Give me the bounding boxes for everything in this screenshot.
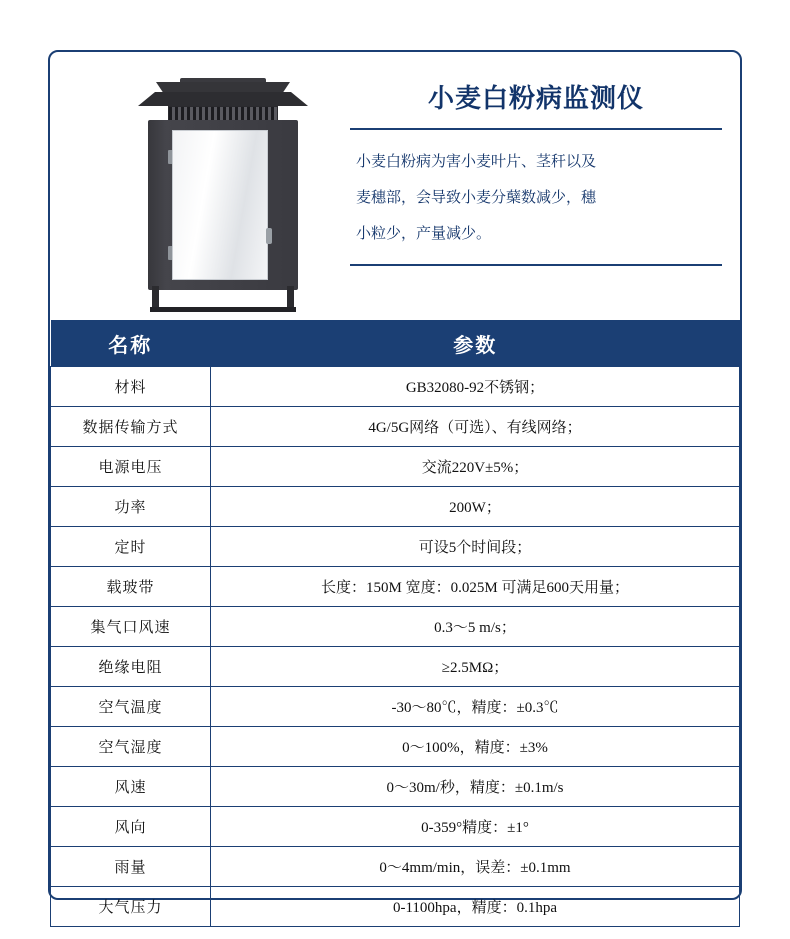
title-divider-top bbox=[350, 128, 722, 130]
spec-name: 空气湿度 bbox=[51, 727, 211, 767]
spec-name: 数据传输方式 bbox=[51, 407, 211, 447]
spec-name: 集气口风速 bbox=[51, 607, 211, 647]
spec-value: GB32080-92不锈钢； bbox=[211, 367, 740, 407]
table-row bbox=[51, 687, 740, 727]
spec-name: 定时 bbox=[51, 527, 211, 567]
spec-value: 0～4mm/min，误差：±0.1mm bbox=[211, 847, 740, 887]
table-row bbox=[51, 767, 740, 807]
hero-description-line-3: 小粒少，产量减少。 bbox=[356, 226, 492, 242]
spec-value: 200W； bbox=[211, 487, 740, 527]
spec-value: 0.3～5 m/s； bbox=[211, 607, 740, 647]
table-row bbox=[51, 727, 740, 767]
title-divider-bottom bbox=[350, 264, 722, 266]
spec-name: 大气压力 bbox=[51, 887, 211, 927]
device-handle bbox=[266, 228, 272, 244]
spec-value: ≥2.5MΩ； bbox=[211, 647, 740, 687]
spec-name: 雨量 bbox=[51, 847, 211, 887]
spec-value: 可设5个时间段； bbox=[211, 527, 740, 567]
spec-name: 风向 bbox=[51, 807, 211, 847]
spec-value: 长度：150M 宽度：0.025M 可满足600天用量； bbox=[211, 567, 740, 607]
spec-name: 电源电压 bbox=[51, 447, 211, 487]
hero-section bbox=[50, 52, 740, 320]
table-row bbox=[51, 487, 740, 527]
table-row bbox=[51, 887, 740, 927]
spec-name: 绝缘电阻 bbox=[51, 647, 211, 687]
spec-value: 0～100%，精度：±3% bbox=[211, 727, 740, 767]
content-frame bbox=[48, 50, 742, 916]
table-row bbox=[51, 607, 740, 647]
spec-value: 4G/5G网络（可选）、有线网络； bbox=[211, 407, 740, 447]
spec-value: 0-359°精度：±1° bbox=[211, 807, 740, 847]
column-header-value: 参数 bbox=[211, 321, 740, 367]
table-row bbox=[51, 447, 740, 487]
device-door bbox=[172, 130, 268, 280]
column-header-name: 名称 bbox=[51, 321, 211, 367]
spec-value: 0～30m/秒，精度：±0.1m/s bbox=[211, 767, 740, 807]
device-hood bbox=[138, 92, 308, 106]
spec-name: 载玻带 bbox=[51, 567, 211, 607]
hero-text-block bbox=[350, 82, 722, 266]
device-photo bbox=[138, 74, 308, 312]
hero-description-line-2: 麦穗部，会导致小麦分蘖数减少，穗 bbox=[356, 190, 597, 206]
table-row bbox=[51, 567, 740, 607]
spec-name: 风速 bbox=[51, 767, 211, 807]
table-header-row bbox=[51, 321, 740, 367]
spec-value: 交流220V±5%； bbox=[211, 447, 740, 487]
table-row bbox=[51, 847, 740, 887]
spec-name: 材料 bbox=[51, 367, 211, 407]
table-row bbox=[51, 807, 740, 847]
spec-value: 0-1100hpa，精度：0.1hpa bbox=[211, 887, 740, 927]
table-row bbox=[51, 367, 740, 407]
spec-value: -30～80℃，精度：±0.3℃ bbox=[211, 687, 740, 727]
page-title: 小麦白粉病监测仪 bbox=[427, 84, 644, 113]
hero-description-line-1: 小麦白粉病为害小麦叶片、茎秆以及 bbox=[356, 154, 597, 170]
table-row bbox=[51, 407, 740, 447]
specification-table bbox=[50, 320, 740, 927]
device-base bbox=[150, 307, 296, 312]
hero-description bbox=[350, 144, 722, 252]
spec-name: 功率 bbox=[51, 487, 211, 527]
table-row bbox=[51, 527, 740, 567]
device-cabinet bbox=[148, 120, 298, 290]
spec-name: 空气温度 bbox=[51, 687, 211, 727]
table-row bbox=[51, 647, 740, 687]
